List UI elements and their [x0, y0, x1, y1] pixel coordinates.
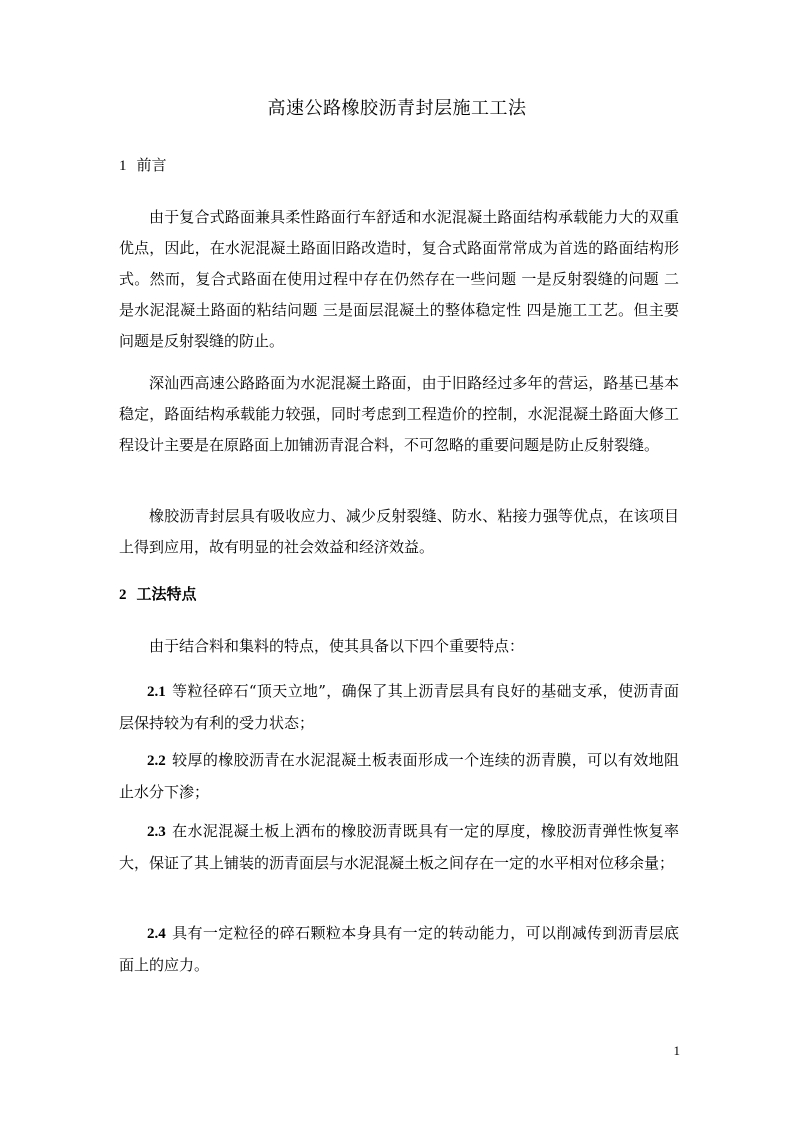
list-item	[119, 676, 679, 739]
section-number: 1	[119, 158, 127, 174]
item-text: 具有一定粒径的碎石颗粒本身具有一定的转动能力，可以削减传到沥青层底面上的应力。	[119, 924, 679, 974]
item-number: 2.2	[147, 753, 166, 769]
section-heading-1	[119, 153, 167, 178]
paragraph: 深汕西高速公路路面为水泥混凝土路面，由于旧路经过多年的营运，路基已基本稳定，路面结构承载能力较强，同时考虑到工程造价的控制，水泥混凝土路面大修工程设计主要是在原路面上加铺沥青混合料，不可忽略的重要问题是防止反射裂缝。	[119, 374, 679, 454]
item-number: 2.3	[147, 824, 166, 840]
section-intro: 由于结合料和集料的特点，使其具备以下四个重要特点：	[149, 637, 525, 655]
section-heading-text: 工法特点	[136, 585, 197, 603]
paragraph: 由于复合式路面兼具柔性路面行车舒适和水泥混凝土路面结构承载能力大的双重优点，因此，在水泥混凝土路面旧路改造时，复合式路面常常成为首选的路面结构形式。然而，复合式路面在使用过程中存在仍然存在一些问题 一是反射裂缝的问题 二是水泥混凝土路面的粘结问题 三是面层混凝土的整体稳定性 四是施工工艺。但主要问题是反射裂缝的防止。	[119, 208, 679, 350]
list-item	[119, 918, 679, 981]
item-text: 在水泥混凝土板上洒布的橡胶沥青既具有一定的厚度，橡胶沥青弹性恢复率大，保证了其上铺装的沥青面层与水泥混凝土板之间存在一定的水平相对位移余量；	[119, 822, 679, 872]
page-number: 1	[673, 1043, 680, 1058]
section-heading-text: 前言	[136, 156, 167, 174]
section-heading-2	[119, 582, 197, 607]
document-title: 高速公路橡胶沥青封层施工工法	[267, 98, 527, 119]
list-item	[119, 745, 679, 808]
section-number: 2	[119, 587, 127, 603]
item-number: 2.4	[147, 926, 166, 942]
item-number: 2.1	[147, 684, 166, 700]
paragraph: 橡胶沥青封层具有吸收应力、减少反射裂缝、防水、粘接力强等优点，在该项目上得到应用，故有明显的社会效益和经济效益。	[119, 507, 679, 556]
item-text: 等粒径碎石“顶天立地”，确保了其上沥青层具有良好的基础支承，使沥青面层保持较为有利的受力状态；	[119, 682, 679, 732]
item-text: 较厚的橡胶沥青在水泥混凝土板表面形成一个连续的沥青膜，可以有效地阻止水分下渗；	[119, 751, 679, 801]
list-item	[119, 816, 679, 879]
